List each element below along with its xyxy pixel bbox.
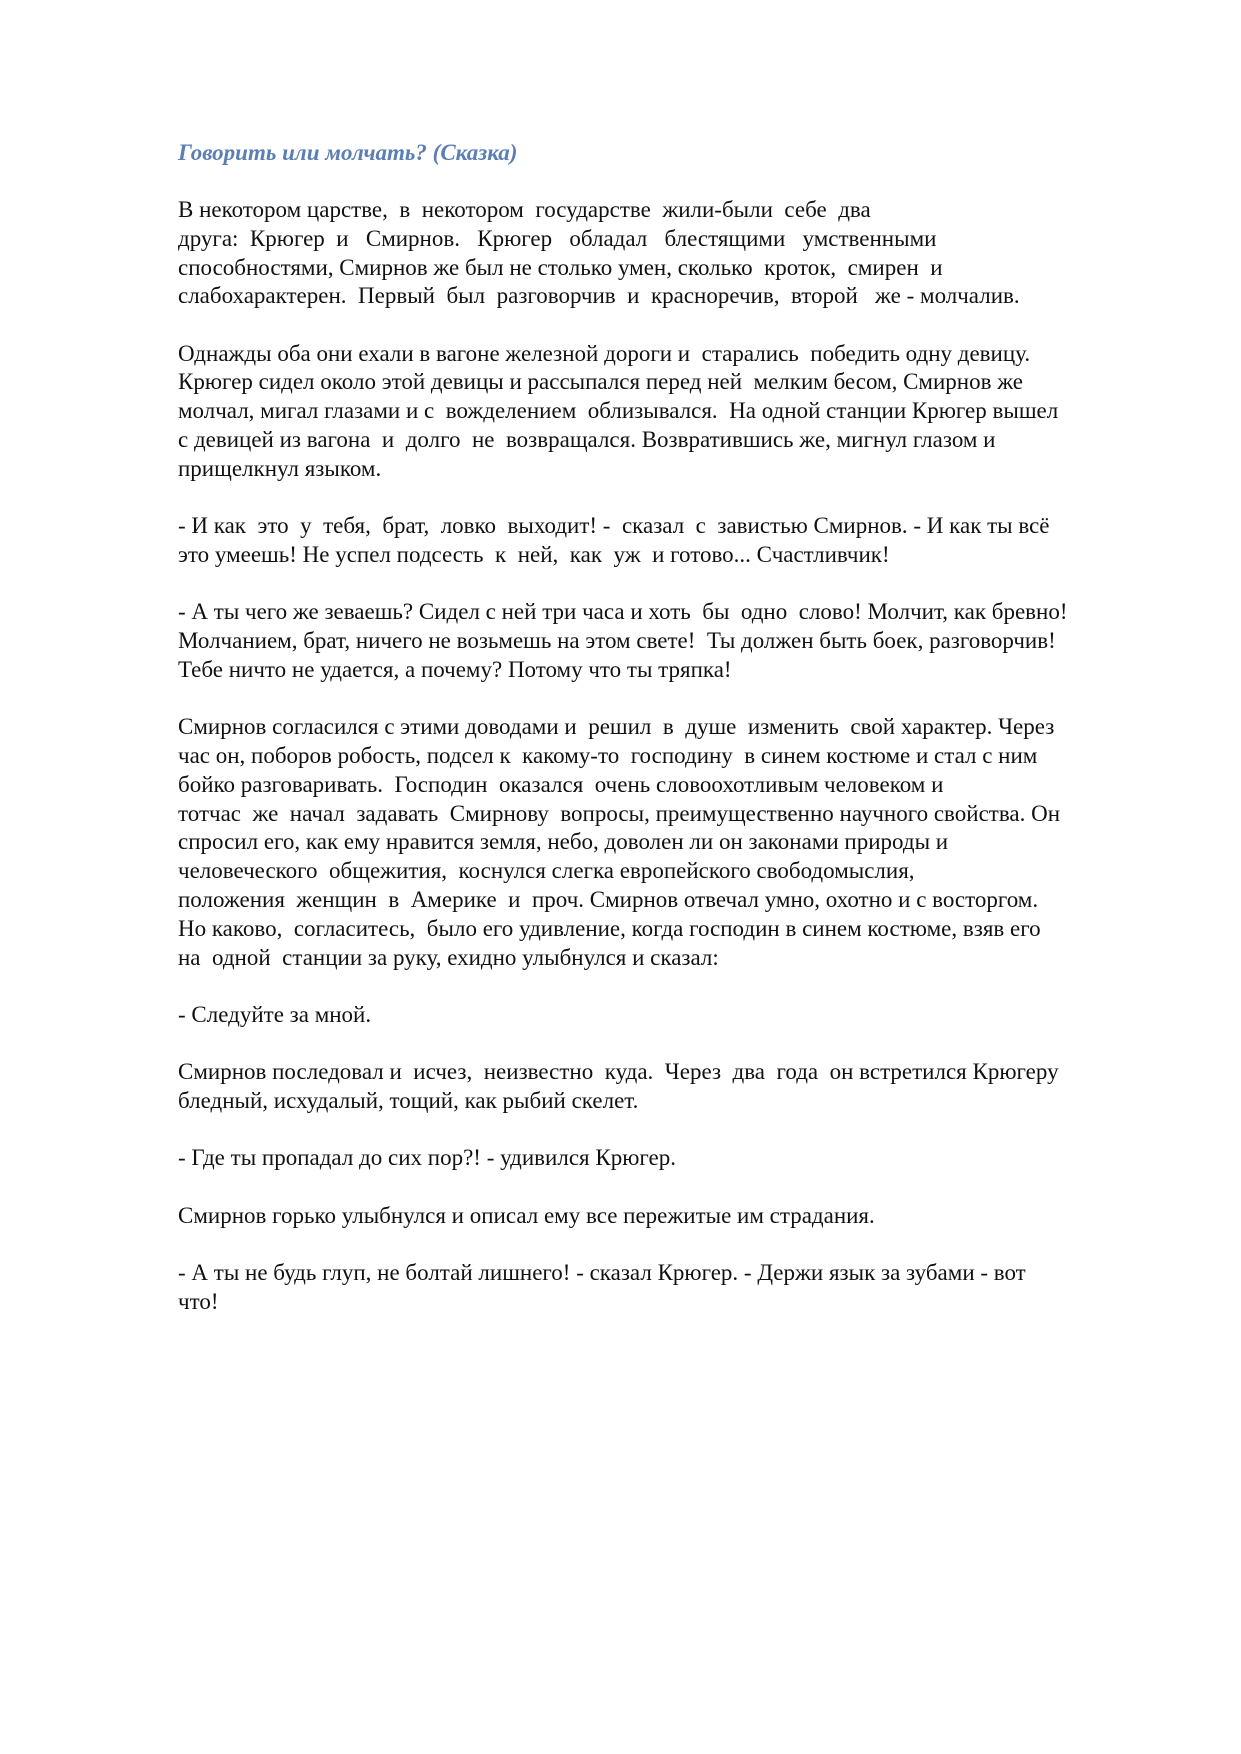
text-line: друга: Крюгер и Смирнов. Крюгер обладал блестящими умственными (178, 225, 937, 251)
text-line: это умеешь! Не успел подсесть к ней, как уж и готово... Счастливчик! (178, 541, 890, 567)
paragraph (178, 713, 1168, 972)
text-line: В некотором царстве, в некотором государстве жили-были себе два (178, 197, 871, 222)
paragraph (178, 512, 1168, 570)
story-text (178, 196, 1168, 1316)
text-line: Смирнов согласился с этими доводами и решил в душе изменить свой характер. Через (178, 714, 1055, 740)
text-line: спросил его, как ему нравится земля, небо, доволен ли он законами природы и (178, 829, 949, 855)
paragraph (178, 598, 1168, 684)
text-line: - Следуйте за мной. (178, 1001, 372, 1027)
text-line: молчал, мигал глазами и с вожделением облизывался. На одной станции Крюгер вышел (178, 398, 1059, 424)
text-line: - И как это у тебя, брат, ловко выходит! - сказал с завистью Смирнов. - И как ты всё (178, 513, 1050, 539)
text-line: Однажды оба они ехали в вагоне железной дороги и старались победить одну девицу. (178, 340, 1031, 366)
text-line: - Где ты пропадал до сих пор?! - удивился Крюгер. (178, 1145, 676, 1171)
text-line: тотчас же начал задавать Смирнову вопросы, преимущественно научного свойства. Он (178, 800, 1061, 826)
text-line: - А ты чего же зеваешь? Сидел с ней три часа и хоть бы одно слово! Молчит, как бревно! (178, 599, 1068, 625)
paragraph (178, 340, 1168, 484)
text-line: Молчанием, брат, ничего не возьмешь на этом свете! Ты должен быть боек, разговорчив! (178, 628, 1056, 654)
text-line: бледный, исхудалый, тощий, как рыбий скелет. (178, 1087, 639, 1113)
paragraph (178, 1259, 1168, 1317)
paragraph (178, 1144, 1168, 1173)
paragraph (178, 1001, 1168, 1030)
paragraph (178, 1058, 1168, 1116)
story-title: Говорить или молчать? (Сказка) (178, 140, 518, 165)
text-line: час он, поборов робость, подсел к какому-то господину в синем костюме и стал с ним (178, 742, 1038, 768)
text-line: бойко разговаривать. Господин оказался очень словоохотливым человеком и (178, 771, 944, 797)
text-line: Крюгер сидел около этой девицы и рассыпался перед ней мелким бесом, Смирнов же (178, 369, 1023, 395)
document-body (178, 138, 1168, 1345)
text-line: слабохарактерен. Первый был разговорчив и красноречив, второй же - молчалив. (178, 283, 1020, 309)
text-line: Смирнов последовал и исчез, неизвестно куда. Через два года он встретился Крюгеру (178, 1059, 1059, 1085)
text-line: на одной станции за руку, ехидно улыбнулся и сказал: (178, 944, 719, 970)
text-line: Смирнов горько улыбнулся и описал ему все пережитые им страдания. (178, 1202, 875, 1228)
text-line: Тебе ничто не удается, а почему? Потому что ты тряпка! (178, 656, 732, 682)
text-line: - А ты не будь глуп, не болтай лишнего! - сказал Крюгер. - Держи язык за зубами - вот (178, 1259, 1026, 1285)
text-line: положения женщин в Америке и проч. Смирнов отвечал умно, охотно и с восторгом. (178, 886, 1039, 912)
paragraph (178, 1202, 1168, 1231)
text-line: Но каково, согласитесь, было его удивление, когда господин в синем костюме, взяв его (178, 915, 1041, 941)
text-line: прищелкнул языком. (178, 455, 382, 481)
text-line: человеческого общежития, коснулся слегка европейского свободомыслия, (178, 858, 915, 884)
paragraph (178, 196, 1168, 311)
text-line: что! (178, 1288, 219, 1314)
text-line: с девицей из вагона и долго не возвращался. Возвратившись же, мигнул глазом и (178, 427, 996, 453)
text-line: способностями, Смирнов же был не столько умен, сколько кроток, смирен и (178, 254, 943, 280)
